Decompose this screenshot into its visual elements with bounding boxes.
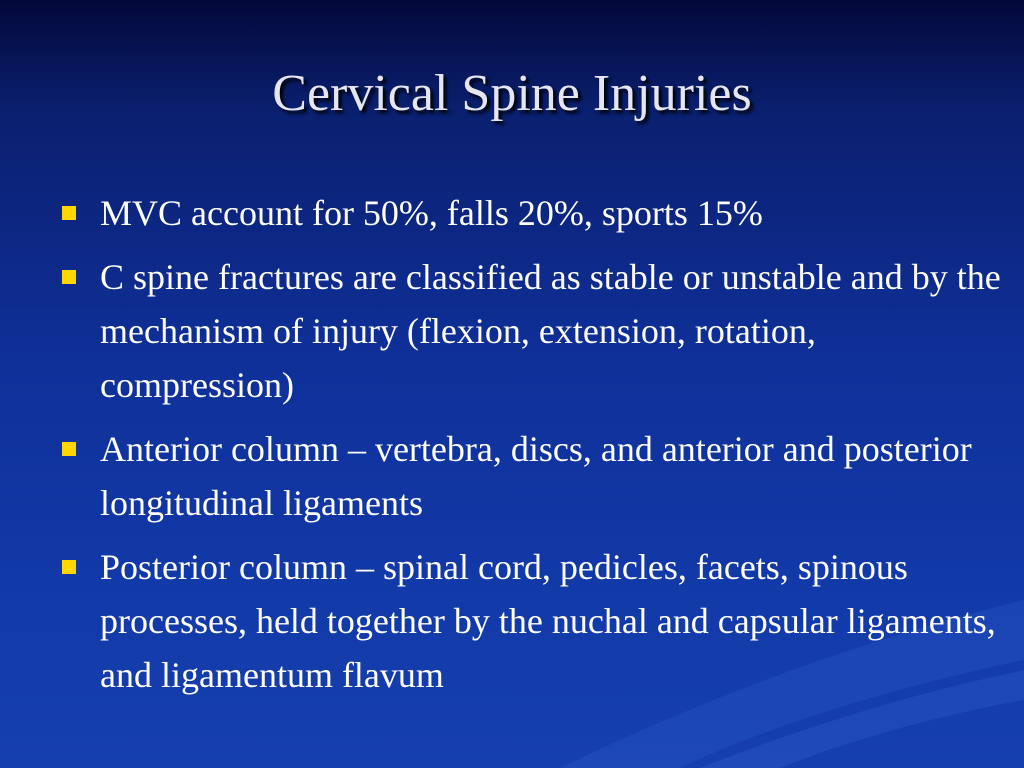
bullet-text: Anterior column – vertebra, discs, and anterior and posterior longitudinal ligaments [100,429,972,523]
bullet-list [62,186,1012,712]
bullet-item [62,250,1012,412]
square-bullet-icon [62,270,76,284]
bullet-item [62,422,1012,530]
bullet-text: C spine fractures are classified as stable or unstable and by the mechanism of injury (flexion, extension, rotation, compression) [100,257,1001,405]
slide-title: Cervical Spine Injuries [272,65,752,122]
square-bullet-icon [62,442,76,456]
bullet-item [62,186,1012,240]
square-bullet-icon [62,560,76,574]
bullet-text: MVC account for 50%, falls 20%, sports 15% [100,193,763,233]
bullet-item [62,540,1012,702]
square-bullet-icon [62,206,76,220]
bullet-text: Posterior column – spinal cord, pedicles, facets, spinous processes, held together by the nuchal and capsular ligaments, and ligamentum flavum [100,547,996,695]
